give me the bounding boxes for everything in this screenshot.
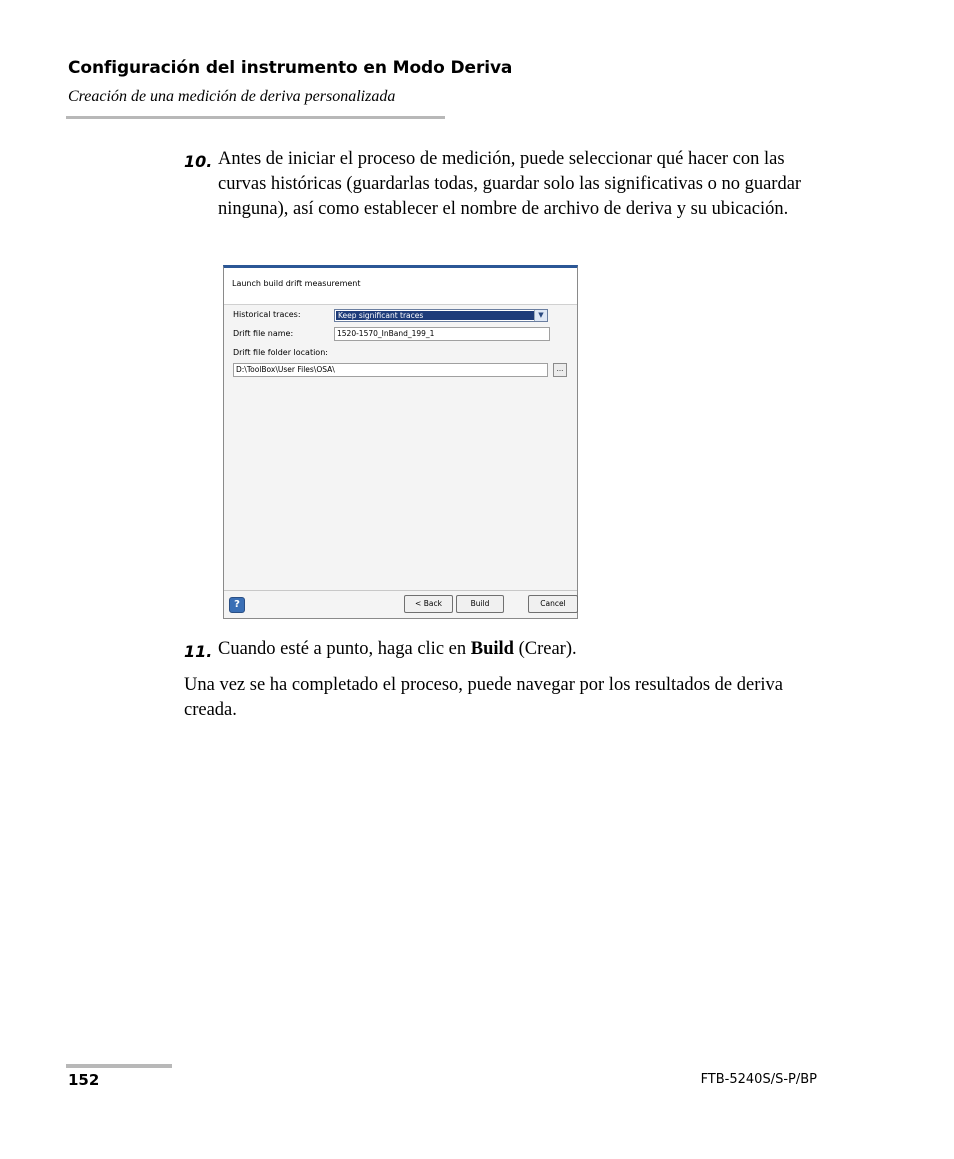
product-model: FTB-5240S/S-P/BP xyxy=(700,1072,817,1087)
dialog-footer xyxy=(224,590,577,618)
folder-location-label: Drift file folder location: xyxy=(233,348,328,357)
cancel-button[interactable]: Cancel xyxy=(528,595,578,613)
browse-folder-button[interactable]: ... xyxy=(553,363,567,377)
build-button[interactable]: Build xyxy=(456,595,504,613)
step-text-start: Cuando esté a punto, haga clic en xyxy=(218,639,471,659)
back-button[interactable]: < Back xyxy=(404,595,453,613)
step-text-end: (Crear). xyxy=(513,639,577,659)
page-number: 152 xyxy=(68,1071,100,1089)
drift-file-name-label: Drift file name: xyxy=(233,329,294,338)
step-number: 11. xyxy=(184,642,213,661)
step-10 xyxy=(184,147,824,222)
closing-paragraph: Una vez se ha completado el proceso, puede navegar por los resultados de deriva creada. xyxy=(184,675,783,720)
drift-file-name-input[interactable]: 1520-1570_InBand_199_1 xyxy=(334,327,550,341)
historical-traces-label: Historical traces: xyxy=(233,310,301,319)
step-text: Antes de iniciar el proceso de medición, puede seleccionar qué hacer con las curvas históricas (guardarlas todas, guardar solo las significativas o no guardar ninguna), así como establecer el nombre de archivo de deriva y su ubicación. xyxy=(218,149,802,219)
step-text xyxy=(218,637,824,662)
launch-build-drift-dialog xyxy=(223,265,578,619)
help-icon[interactable]: ? xyxy=(229,597,245,613)
build-keyword: Build xyxy=(470,639,514,659)
folder-location-input[interactable]: D:\ToolBox\User Files\OSA\ xyxy=(233,363,548,377)
header-divider xyxy=(66,116,445,119)
dialog-header xyxy=(224,268,577,305)
step-number: 10. xyxy=(184,152,213,171)
section-title: Configuración del instrumento en Modo Deriva xyxy=(68,58,513,78)
historical-traces-selected: Keep significant traces xyxy=(336,311,534,320)
chevron-down-icon[interactable]: ▼ xyxy=(534,310,547,321)
historical-traces-dropdown[interactable] xyxy=(334,309,548,322)
footer-divider xyxy=(66,1064,172,1068)
step-11 xyxy=(184,637,824,662)
dialog-title: Launch build drift measurement xyxy=(232,279,361,288)
section-subtitle: Creación de una medición de deriva personalizada xyxy=(68,88,396,105)
